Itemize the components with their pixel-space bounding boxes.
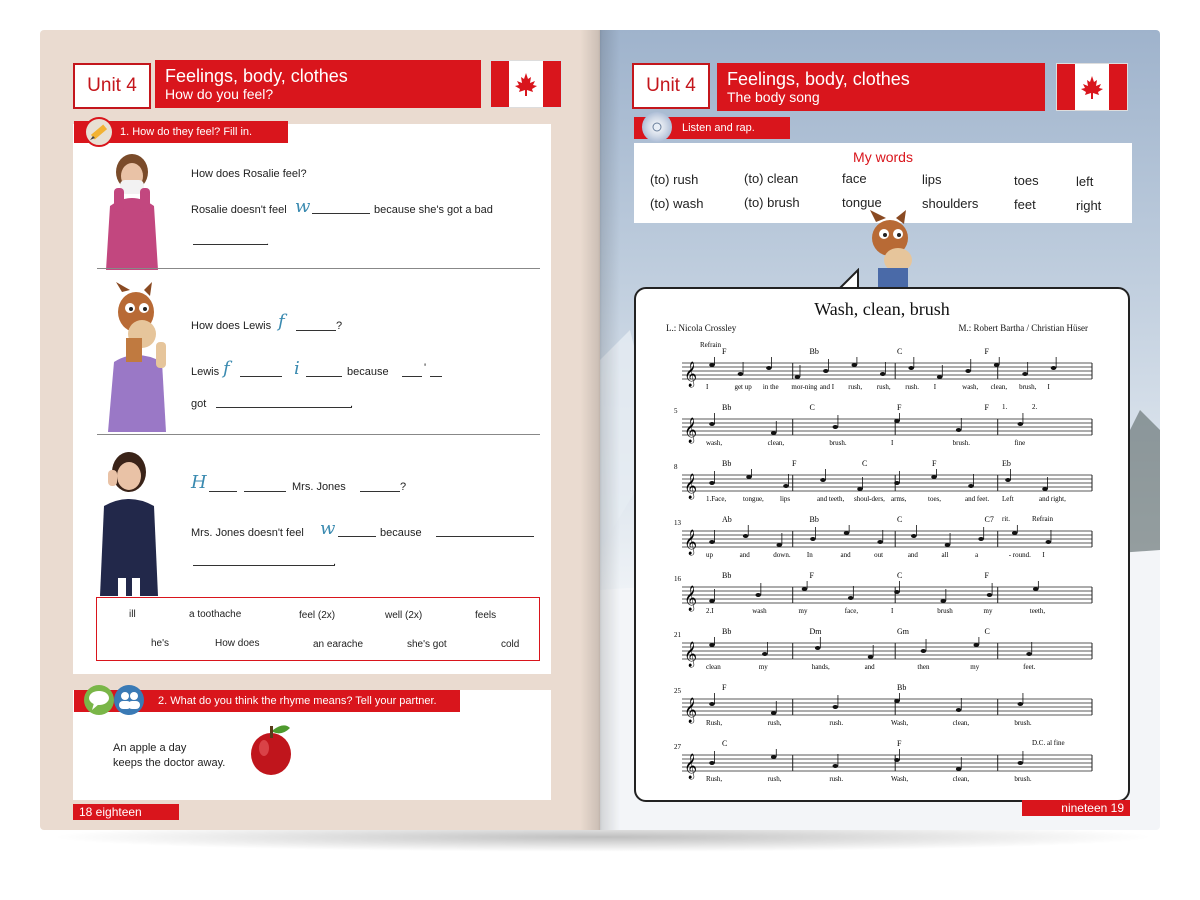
chord-symbol: C (984, 627, 990, 636)
lyric-word: in the (762, 383, 779, 391)
note-head (795, 375, 801, 379)
my-word: tongue (842, 195, 882, 210)
note-head (1051, 366, 1057, 370)
measure-number: 16 (674, 575, 681, 583)
music-credit: M.: Robert Bartha / Christian Hüser (958, 323, 1088, 333)
note-head (844, 531, 850, 535)
right-title: Feelings, body, clothes (727, 69, 910, 89)
lyric-word: Wash, (891, 719, 909, 727)
lyric-word: hands, (811, 663, 830, 671)
treble-clef-icon: 𝄞 (684, 754, 698, 779)
q2-line1-hand1: f (223, 358, 230, 379)
lyric-word: get up (734, 383, 752, 391)
note-head (908, 366, 914, 370)
note-head (848, 596, 854, 600)
q1-question: How does Rosalie feel? (191, 168, 307, 180)
lyric-word: I (891, 607, 894, 615)
lyric-word: brush, (1019, 383, 1037, 391)
measure-number: 21 (674, 631, 681, 639)
lyric-word: 2.I (706, 607, 714, 615)
word-box-item: an earache (313, 639, 364, 650)
chord-symbol: Dm (809, 627, 822, 636)
note-head (709, 599, 715, 603)
measure-number: 13 (674, 519, 681, 527)
lyric-word: brush. (1014, 775, 1032, 783)
lyric-word: a (975, 551, 979, 559)
chord-symbol: Bb (809, 347, 819, 356)
word-box-item: ill (129, 609, 136, 620)
chord-symbol: F (897, 739, 902, 748)
note-head (1018, 702, 1024, 706)
chord-symbol: Eb (1002, 459, 1011, 468)
note-head (894, 758, 900, 762)
apple-icon (246, 718, 296, 778)
q2-blank-6[interactable] (216, 397, 352, 408)
lyric-word: clean, (990, 383, 1008, 391)
chord-symbol: F (984, 347, 989, 356)
music-mark: 1. (1002, 403, 1008, 411)
lyric-word: rush. (829, 775, 844, 783)
lyric-word: I (1047, 383, 1050, 391)
chord-symbol: F (722, 347, 727, 356)
chord-symbol: C (897, 347, 903, 356)
my-word: (to) clean (744, 171, 799, 186)
note-head (1026, 652, 1032, 656)
lyric-word: rush, (767, 775, 782, 783)
measure-number: 27 (674, 743, 681, 751)
lyric-word: Wash, (891, 775, 909, 783)
left-subtitle: How do you feel? (165, 86, 274, 102)
lyric-word: I (891, 439, 894, 447)
lyric-word: arms, (891, 495, 907, 503)
music-mark: 2. (1032, 403, 1038, 411)
q3-blank-4[interactable] (338, 526, 376, 537)
lyric-word: all (941, 551, 949, 559)
lyric-word: mor-ning (791, 383, 818, 391)
lyric-word: clean (706, 663, 721, 671)
note-head (894, 590, 900, 594)
treble-clef-icon: 𝄞 (684, 586, 698, 611)
q3-question-mid: Mrs. Jones (292, 481, 346, 493)
chord-symbol: F (984, 403, 989, 412)
my-words-title: My words (853, 149, 913, 165)
note-head (815, 646, 821, 650)
note-head (956, 767, 962, 771)
task1-banner: 1. How do they feel? Fill in. (74, 121, 288, 143)
q2-blank-1[interactable] (296, 320, 336, 331)
note-head (956, 708, 962, 712)
lyric-word: clean, (767, 439, 785, 447)
note-head (783, 484, 789, 488)
note-head (1018, 761, 1024, 765)
word-box-item: cold (501, 639, 520, 650)
note-head (978, 537, 984, 541)
chord-symbol: Bb (897, 683, 907, 692)
lyric-word: Rush, (706, 719, 723, 727)
lyric-word: and I (819, 383, 835, 391)
note-head (771, 755, 777, 759)
music-system (636, 403, 1130, 459)
right-subtitle: The body song (727, 89, 820, 105)
music-mark: rit. (1002, 515, 1010, 523)
chord-symbol: F (897, 403, 902, 412)
my-word: lips (922, 172, 942, 187)
lyric-word: and feet. (965, 495, 990, 503)
note-head (709, 540, 715, 544)
chord-symbol: C (897, 515, 903, 524)
music-system (636, 515, 1130, 571)
q3-blank-2[interactable] (244, 481, 286, 492)
q2-blank-3[interactable] (306, 366, 342, 377)
lyric-word: wash, (962, 383, 979, 391)
staff (636, 693, 1130, 733)
my-word: (to) wash (650, 196, 704, 211)
q3-hand-h: H (191, 472, 207, 493)
note-head (810, 537, 816, 541)
note-head (880, 372, 886, 376)
q1-blank-1[interactable] (312, 203, 370, 214)
mrs-jones-photo (94, 448, 164, 596)
note-head (937, 375, 943, 379)
treble-clef-icon: 𝄞 (684, 474, 698, 499)
left-page-number: 18 eighteen (73, 804, 179, 820)
note-head (776, 543, 782, 547)
word-box-item: feel (2x) (299, 610, 336, 621)
cd-icon (642, 112, 672, 142)
treble-clef-icon: 𝄞 (684, 418, 698, 443)
note-head (956, 428, 962, 432)
q3-line1-a: Mrs. Jones doesn't feel (191, 527, 304, 539)
q3-hand-w: w (320, 518, 336, 539)
lewis-cartoon-horse (96, 282, 182, 434)
note-head (755, 593, 761, 597)
q2-blank-5[interactable] (430, 366, 442, 377)
listen-banner: Listen and rap. (634, 117, 790, 139)
lyric-word: my (983, 607, 993, 615)
lyric-word: I (1042, 551, 1045, 559)
q1-line1-b: because she's got a bad (374, 204, 493, 216)
note-head (945, 543, 951, 547)
music-system (636, 627, 1130, 683)
my-word: right (1076, 198, 1102, 213)
lyrics-credit: L.: Nicola Crossley (666, 323, 737, 333)
sheet-music-panel (634, 287, 1130, 802)
q2-question-a: How does Lewis (191, 320, 272, 332)
lyric-word: rush, (767, 719, 782, 727)
note-head (833, 425, 839, 429)
lyric-word: fine (1014, 439, 1026, 447)
my-word: feet (1014, 197, 1036, 212)
canada-flag-icon (1056, 63, 1128, 111)
partners-icon (114, 685, 144, 715)
word-box-item: How does (215, 638, 260, 649)
note-head (833, 705, 839, 709)
lyric-word: shoul-ders, (854, 495, 885, 503)
q3-blank-6[interactable] (193, 555, 335, 566)
note-head (994, 363, 1000, 367)
note-head (771, 711, 777, 715)
lyric-word: brush. (1014, 719, 1032, 727)
my-word: (to) rush (650, 172, 699, 187)
lyric-word: then (917, 663, 930, 671)
q1-line2-end: . (266, 236, 270, 248)
chord-symbol: F (792, 459, 797, 468)
note-head (823, 369, 829, 373)
staff (636, 469, 1130, 509)
right-unit-label: Unit 4 (632, 63, 710, 109)
q3-blank-1[interactable] (209, 481, 237, 492)
note-head (931, 475, 937, 479)
note-head (743, 534, 749, 538)
note-head (1018, 422, 1024, 426)
chord-symbol: Gm (897, 627, 909, 636)
measure-number: 8 (674, 463, 678, 471)
q2-line2-a: got (191, 398, 207, 410)
chord-symbol: F (722, 683, 727, 692)
chord-symbol: Bb (809, 515, 819, 524)
song-title: Wash, clean, brush (814, 299, 950, 319)
chord-symbol: Bb (722, 571, 732, 580)
music-mark: D.C. al fine (1032, 739, 1065, 747)
note-head (911, 534, 917, 538)
lyric-word: rush. (905, 383, 920, 391)
word-box-item: well (2x) (385, 610, 423, 621)
note-head (771, 431, 777, 435)
left-title: Feelings, body, clothes (165, 66, 348, 86)
chord-symbol: Ab (722, 515, 732, 524)
staff (636, 581, 1130, 621)
note-head (868, 655, 874, 659)
lyric-word: down. (773, 551, 791, 559)
staff (636, 525, 1130, 565)
lyric-word: 1.Face, (706, 495, 727, 503)
note-head (802, 587, 808, 591)
music-system (636, 683, 1130, 739)
lyric-word: clean, (952, 719, 970, 727)
lyric-word: and (840, 551, 851, 559)
note-head (820, 478, 826, 482)
lyric-word: my (798, 607, 808, 615)
lyric-word: brush. (952, 439, 970, 447)
my-word: shoulders (922, 196, 979, 211)
note-head (709, 702, 715, 706)
lyric-word: and (864, 663, 875, 671)
chord-symbol: F (932, 459, 937, 468)
q2-question-hand: f (278, 311, 285, 332)
word-box-item: he's (151, 638, 170, 649)
q2-line1-b: because (347, 366, 389, 378)
lyric-word: my (970, 663, 980, 671)
note-head (1022, 372, 1028, 376)
music-mark: Refrain (1032, 515, 1053, 523)
treble-clef-icon: 𝄞 (684, 698, 698, 723)
music-system (636, 571, 1130, 627)
lyric-word: and right, (1039, 495, 1066, 503)
lyric-word: toes, (928, 495, 942, 503)
note-head (1046, 540, 1052, 544)
lyric-word: Left (1002, 495, 1014, 503)
staff (636, 413, 1130, 453)
note-head (965, 369, 971, 373)
chord-symbol: C (722, 739, 728, 748)
chord-symbol: Bb (722, 459, 732, 468)
left-unit-label: Unit 4 (73, 63, 151, 109)
note-head (852, 363, 858, 367)
note-head (877, 540, 883, 544)
music-mark: Refrain (700, 341, 721, 349)
note-head (857, 487, 863, 491)
treble-clef-icon: 𝄞 (684, 362, 698, 387)
measure-number: 5 (674, 407, 678, 415)
lyric-word: and teeth, (817, 495, 845, 503)
chord-symbol: C (897, 571, 903, 580)
note-head (1012, 531, 1018, 535)
chord-symbol: C (862, 459, 868, 468)
horse-mascot-icon (858, 210, 928, 290)
staff (636, 637, 1130, 677)
note-head (709, 363, 715, 367)
q2-blank-4[interactable] (402, 366, 422, 377)
chord-symbol: C7 (984, 515, 994, 524)
chord-symbol: F (809, 571, 814, 580)
lyric-word: rush, (876, 383, 891, 391)
word-box-item: feels (475, 610, 497, 621)
q1-blank-2[interactable] (193, 234, 267, 245)
note-head (894, 419, 900, 423)
note-head (833, 764, 839, 768)
q2-divider (97, 434, 540, 435)
lyric-word: In (806, 551, 813, 559)
lyric-word: tongue, (743, 495, 764, 503)
lyric-word: rush. (829, 719, 844, 727)
note-head (894, 481, 900, 485)
note-head (1005, 478, 1011, 482)
q2-question-end: ? (336, 320, 343, 332)
lyric-word: Rush, (706, 775, 723, 783)
q2-line1-c: ' (424, 362, 427, 374)
rhyme-line-1: An apple a day (113, 742, 187, 754)
chord-symbol: Bb (722, 403, 732, 412)
staff (636, 357, 1130, 397)
lyric-word: rush, (848, 383, 863, 391)
word-box-item: she's got (407, 639, 447, 650)
lyric-word: I (706, 383, 709, 391)
note-head (709, 761, 715, 765)
speech-bubble-icon (84, 685, 114, 715)
staff (636, 749, 1130, 789)
music-system (636, 739, 1130, 795)
note-head (709, 643, 715, 647)
note-head (709, 481, 715, 485)
my-word: left (1076, 174, 1094, 189)
note-head (968, 484, 974, 488)
lyric-word: out (874, 551, 884, 559)
lyric-word: up (706, 551, 713, 559)
pencil-icon (84, 117, 114, 147)
left-title-bar (155, 60, 481, 108)
note-head (1033, 587, 1039, 591)
lyric-word: teeth, (1029, 607, 1046, 615)
note-head (921, 649, 927, 653)
word-box-item: a toothache (189, 609, 242, 620)
q2-blank-2[interactable] (240, 366, 282, 377)
task2-banner: 2. What do you think the rhyme means? Tell your partner. (74, 690, 460, 712)
lyric-word: and (907, 551, 918, 559)
lyric-word: - round. (1008, 551, 1031, 559)
lyric-word: wash, (706, 439, 723, 447)
note-head (1042, 487, 1048, 491)
chord-symbol: Bb (722, 627, 732, 636)
note-head (973, 643, 979, 647)
q3-line1-b: because (380, 527, 422, 539)
my-word: face (842, 171, 867, 186)
lyric-word: wash (752, 607, 767, 615)
note-head (766, 366, 772, 370)
q3-blank-3[interactable] (360, 481, 400, 492)
note-head (738, 372, 744, 376)
note-head (709, 422, 715, 426)
note-head (987, 593, 993, 597)
q3-line2-end: . (333, 556, 337, 568)
music-system (636, 459, 1130, 515)
q1-divider (97, 268, 540, 269)
q2-line1-hand2: i (294, 358, 300, 379)
lyric-word: my (758, 663, 768, 671)
q2-line1-a: Lewis (191, 366, 220, 378)
chord-symbol: F (984, 571, 989, 580)
q2-line2-end: . (350, 398, 354, 410)
canada-flag-icon (490, 60, 562, 108)
measure-number: 25 (674, 687, 681, 695)
treble-clef-icon: 𝄞 (684, 530, 698, 555)
q3-blank-5[interactable] (436, 526, 534, 537)
chord-symbol: C (809, 403, 815, 412)
note-head (746, 475, 752, 479)
lyric-word: I (933, 383, 937, 391)
right-title-bar (717, 63, 1045, 111)
lyric-word: brush (937, 607, 953, 615)
q3-question-end: ? (400, 481, 407, 493)
q1-line1-a: Rosalie doesn't feel (191, 204, 287, 216)
q1-hand-w: w (295, 196, 311, 217)
music-system (636, 341, 1130, 403)
note-head (762, 652, 768, 656)
lyric-word: feet. (1023, 663, 1036, 671)
note-head (940, 599, 946, 603)
rosalie-photo (96, 150, 168, 270)
lyric-word: face, (844, 607, 859, 615)
rhyme-line-2: keeps the doctor away. (113, 757, 226, 769)
word-box (96, 597, 540, 661)
lyric-word: brush. (829, 439, 847, 447)
my-word: (to) brush (744, 195, 800, 210)
lyric-word: and (739, 551, 750, 559)
my-word: toes (1014, 173, 1039, 188)
treble-clef-icon: 𝄞 (684, 642, 698, 667)
note-head (894, 699, 900, 703)
right-page-number: nineteen 19 (1022, 800, 1130, 816)
lyric-word: lips (780, 495, 791, 503)
lyric-word: clean, (952, 775, 970, 783)
